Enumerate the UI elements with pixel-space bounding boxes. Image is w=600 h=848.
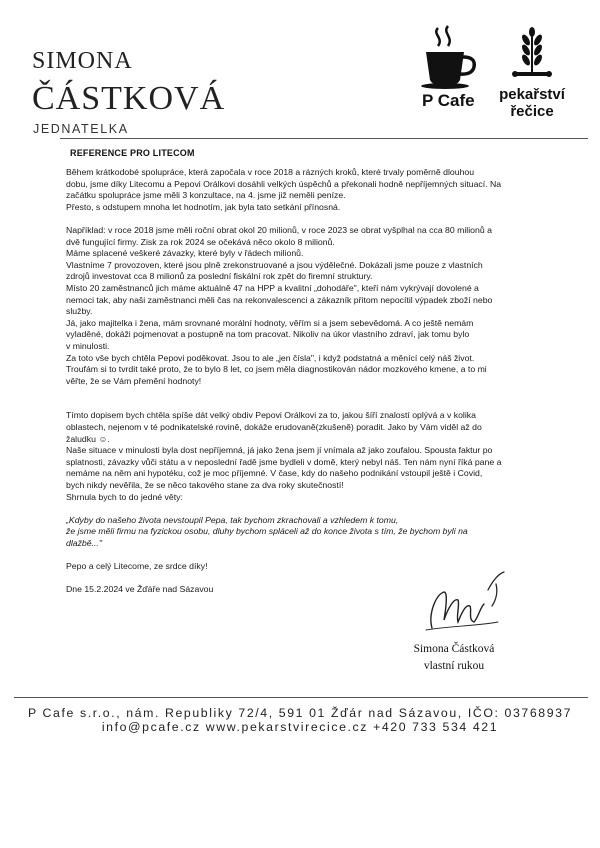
- pcafe-logo-text: P Cafe: [422, 91, 475, 110]
- thanks-line: Pepo a celý Litecome, ze srdce díky!: [66, 561, 208, 572]
- body-line: v minulosti.: [66, 340, 110, 351]
- pcafe-logo: [412, 24, 488, 116]
- body-line: nemáme na něm ani hypotéku, což je moc příjemné. V čase, kdy do našeho podnikání vstoupil ještě i Covid,: [66, 468, 483, 479]
- body-line: Během krátkodobé spolupráce, která započala v roce 2018 a rázných kroků, které trvaly poměrně dlouhou: [66, 167, 475, 177]
- body-line: Máme splacené veškeré závazky, které byly v řádech milionů.: [66, 248, 304, 259]
- header-divider: [60, 138, 588, 139]
- wheat-icon: [512, 26, 552, 82]
- pekarstvi-logo-text: [492, 86, 572, 120]
- footer-contacts: info@pcafe.cz www.pekarstvirecice.cz +420 733 534 421: [101, 720, 499, 734]
- quote-line: dlažbě...": [66, 538, 102, 548]
- quote-line: „Kdyby do našeho života nevstoupil Pepa, tak bychom zkrachovali a vzhledem k tomu,: [66, 514, 399, 525]
- body-line: Shrnula bych to do jedné věty:: [66, 491, 183, 502]
- pekarstvi-recice-logo: [492, 26, 572, 126]
- body-line: Přesto, s odstupem mnoha let hodnotím, jak byla tato setkání přínosná.: [66, 201, 341, 212]
- body-line: Troufám si to tvrdit také proto, že to bylo 8 let, co jsem měla diagnostikován nádor mozkového kmene, a to mi: [66, 364, 487, 375]
- author-first-name: SIMONA: [32, 48, 133, 74]
- body-line: věřte, že se Vám přemění hodnoty!: [66, 375, 202, 386]
- coffee-cup-icon: [418, 24, 480, 90]
- body-paragraph-2: [66, 225, 536, 387]
- body-line: Místo 20 zaměstnanců jich máme aktuálně 47 na HPP a kvalitní „dohodáře", kteří nám vykrývají dovolené a: [66, 282, 479, 293]
- body-line: Já, jako majitelka i žena, mám srovnané morální hodnoty, věřím si a jsem sebevědomá. A co ještě nemám: [66, 317, 474, 328]
- body-line: oblastech, nejenom v té podnikatelské rovině, dokáže erudovaně(zkušeně) poradit. Jako by Vám viděl až do: [66, 422, 482, 433]
- letter-subject: REFERENCE PRO LITECOM: [70, 148, 195, 158]
- footer-company-address: P Cafe s.r.o., nám. Republiky 72/4, 591 01 Žďár nad Sázavou, IČO: 03768937: [27, 706, 573, 720]
- body-line: dvě fungující firmy. Zisk za rok 2024 se očekává něco okolo 8 milionů.: [66, 236, 335, 247]
- body-line: dobu, jsme díky Litecomu a Pepovi Orálkovi dosáhli velkých úspěchů a překonali hodně nepříjemných situací. Na: [66, 178, 502, 189]
- body-line: Naše situace v minulosti byla dost nepříjemná, já jako žena jsem jí vnímala až jako zoufalou. Spousta faktur po: [66, 445, 493, 456]
- author-role: JEDNATELKA: [33, 122, 129, 136]
- body-paragraph-1: [66, 167, 536, 213]
- letter-body: [66, 167, 536, 596]
- body-line: Tímto dopisem bych chtěla spíše dát velký obdiv Pepovi Orálkovi za to, jakou šíří znalostí oplývá a v kolika: [66, 410, 476, 421]
- author-last-name: ČÁSTKOVÁ: [32, 80, 226, 117]
- quote-line: že jsme měli firmu na fyzickou osobu, dluhy bychom spláceli až do konce života s tím, že bychom byli na: [66, 526, 468, 537]
- body-line: vyladěné, dokáži pojmenovat a postupně na tom pracovat. Nikoliv na úkor vlastního zdraví, jak tomu bylo: [66, 329, 470, 340]
- signatory-name: Simona Částková: [413, 643, 495, 655]
- body-line: bych nikdy nevěřila, že se něco takového stane za dva roky skutečností!: [66, 480, 344, 491]
- body-line: Vlastníme 7 provozoven, které jsou plně zrekonstruované a jsou výdělečné. Dokázali jsme pouze z vlastních: [66, 259, 483, 270]
- handwritten-signature: [418, 568, 518, 638]
- pekarstvi-logo-line1: pekařství: [499, 86, 565, 103]
- body-line: začátku spolupráce jsme měli 3 konzultace, na 4. jsme již neměli peníze.: [66, 190, 346, 201]
- quote-paragraph: [66, 515, 536, 550]
- date-line: Dne 15.2.2024 ve Žďáře nad Sázavou: [66, 584, 214, 595]
- footer-divider: [14, 697, 588, 698]
- body-line: splatnosti, závazky vůči státu a v neposlední řadě jsme bydleli v domě, který nebyl náš. Ten nám nyní říká pane a: [66, 456, 502, 467]
- pekarstvi-logo-line2: řečice: [510, 103, 554, 120]
- body-paragraph-3: [66, 410, 536, 503]
- body-line: žaludku ☺.: [66, 433, 110, 444]
- body-line: Například: v roce 2018 jsme měli roční obrat okol 20 milionů, v roce 2023 se obrat vyšplhal na cca 80 milionů a: [66, 224, 492, 235]
- body-line: zdrojů investovat cca 8 milionů za poslední fiskální rok zpět do firemní struktury.: [66, 271, 373, 282]
- signature-block: [394, 641, 514, 675]
- body-line: nemoci tak, aby naši zaměstnanci měli čas na rekonvalescenci a zákazník přitom nepocítil výpadek zboží nebo: [66, 294, 493, 305]
- body-line: Za toto vše bych chtěla Pepovi poděkovat. Jsou to ale „jen čísla", i když podstatná a měnící celý náš život.: [66, 352, 475, 363]
- footer: [0, 706, 600, 734]
- signature-note: vlastní rukou: [423, 660, 485, 672]
- body-line: služby.: [66, 306, 93, 317]
